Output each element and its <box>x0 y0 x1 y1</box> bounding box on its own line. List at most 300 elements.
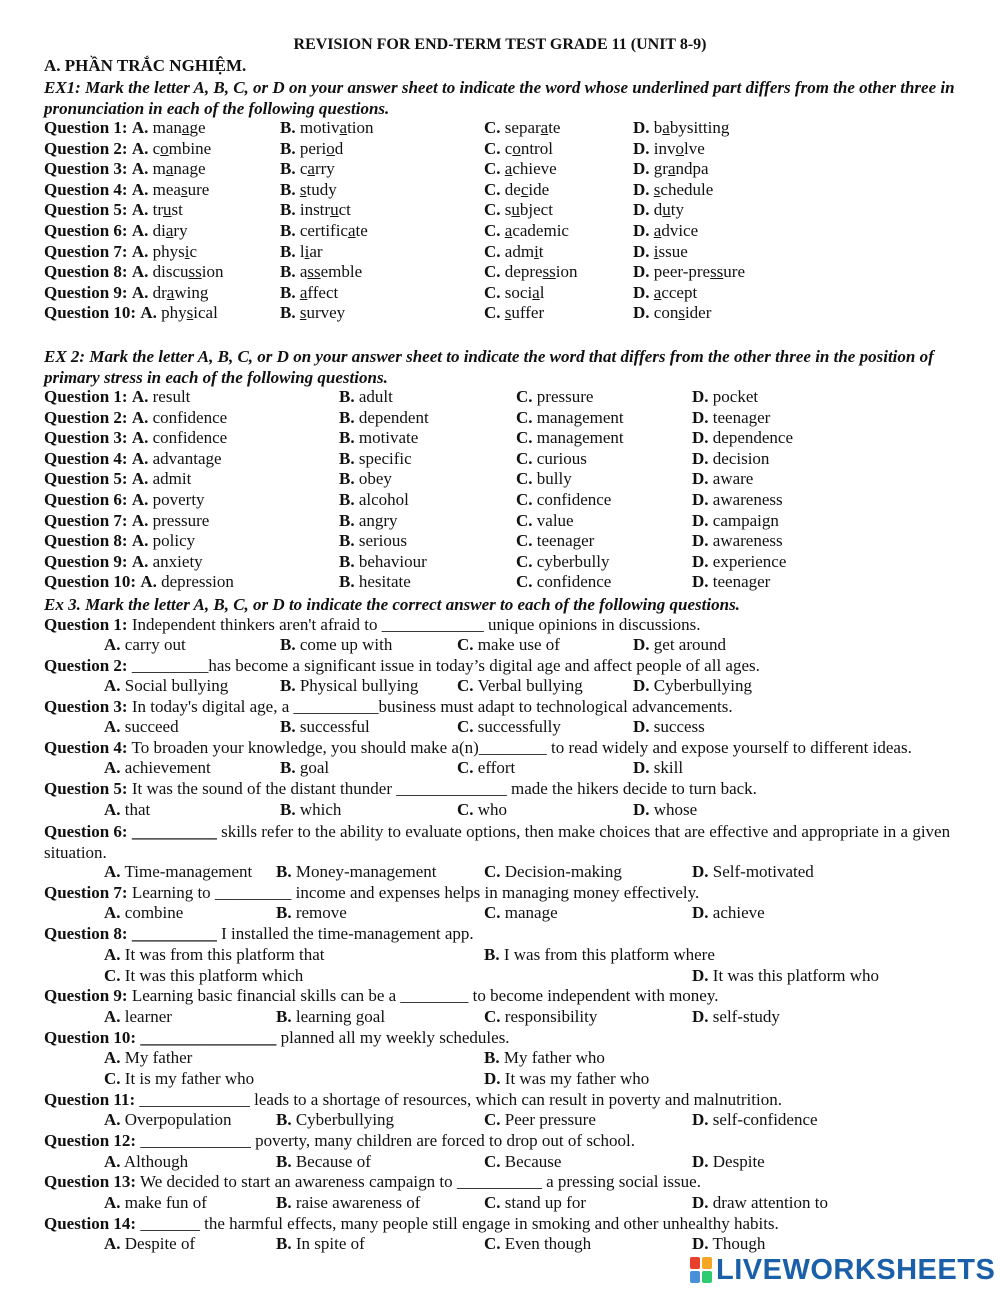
ex3-option-a[interactable] <box>104 1048 192 1068</box>
ex2-instruction: EX 2: Mark the letter A, B, C, or D on your answer sheet to indicate the word that differs from the other three in the position of primary stress in each of the following questions. <box>44 347 934 387</box>
word-part: depre <box>504 262 543 282</box>
ex2-option-c[interactable] <box>516 469 572 489</box>
word-part: man <box>152 118 182 137</box>
word-part: discu <box>152 262 189 282</box>
option-word <box>300 139 343 158</box>
ex1-question-row <box>44 221 188 241</box>
ex3-option-a[interactable] <box>104 945 325 965</box>
option-word: poverty <box>152 490 205 509</box>
option-word: pocket <box>712 387 759 406</box>
ex3-option-c[interactable] <box>484 1110 596 1130</box>
word-part: st <box>171 200 183 220</box>
ex1-option-b[interactable] <box>280 139 343 159</box>
option-word <box>300 118 374 137</box>
underlined-part: a <box>181 118 190 137</box>
option-letter: A. <box>131 448 149 468</box>
ex1-option-b[interactable] <box>280 242 323 262</box>
ex2-option-c[interactable] <box>516 387 593 407</box>
option-word <box>654 139 705 158</box>
option-letter: C. <box>484 282 501 302</box>
ex2-option-c[interactable] <box>516 511 574 531</box>
option-letter: C. <box>516 428 533 448</box>
option-word <box>654 221 698 240</box>
option-text: success <box>653 717 705 736</box>
option-letter: C. <box>484 1110 501 1129</box>
ex1-question-row <box>44 139 211 159</box>
liveworksheets-logo-icon <box>690 1257 712 1283</box>
ex2-question-row <box>44 408 227 428</box>
ex2-option-d[interactable] <box>692 572 770 592</box>
option-text: Because of <box>295 1152 371 1171</box>
question-label: Question 7: <box>44 510 128 530</box>
option-letter: B. <box>339 428 355 448</box>
ex3-option-a[interactable] <box>104 717 179 737</box>
ex3-option-a[interactable] <box>104 1110 231 1130</box>
word-part: a <box>299 262 308 282</box>
ex3-option-c[interactable] <box>457 800 507 820</box>
ex3-option-c[interactable] <box>104 1069 254 1089</box>
underlined-part: a <box>504 159 513 179</box>
underlined-part: i <box>304 241 310 261</box>
option-letter: C. <box>516 448 533 468</box>
ex3-option-a[interactable] <box>104 676 228 696</box>
ex3-option-b[interactable] <box>280 676 418 696</box>
ex3-option-b[interactable] <box>484 1048 605 1068</box>
underlined-part: u <box>330 200 339 220</box>
question-text: In today's digital age, a __________business must adapt to technological advancements. <box>131 697 733 716</box>
word-part: phy <box>161 303 187 323</box>
question-label: Question 3: <box>44 428 128 448</box>
ex1-option-c[interactable] <box>484 221 569 241</box>
ex2-option-d[interactable] <box>692 387 758 407</box>
ex2-option-d[interactable] <box>692 469 753 489</box>
option-letter: D. <box>692 490 709 509</box>
option-letter: D. <box>633 800 650 819</box>
option-word <box>654 262 745 281</box>
ex2-option-c[interactable] <box>516 428 624 448</box>
ex2-option-b[interactable] <box>339 572 411 592</box>
ex1-option-b[interactable] <box>280 262 362 282</box>
ex3-option-d[interactable] <box>633 717 705 737</box>
ex3-option-d[interactable] <box>692 1234 765 1254</box>
underlined-part: ss <box>710 262 724 282</box>
word-part: dr <box>152 282 167 302</box>
option-word <box>300 262 362 281</box>
option-word: confidence <box>536 572 612 592</box>
option-letter: A. <box>104 1234 121 1253</box>
underlined-part: a <box>540 118 549 137</box>
option-letter: B. <box>339 490 355 509</box>
question-label: Question 13: <box>44 1172 137 1191</box>
underlined-part: ss <box>542 262 556 282</box>
ex2-option-b[interactable] <box>339 552 427 572</box>
underlined-part: o <box>675 138 685 158</box>
option-letter: A. <box>104 1193 121 1212</box>
underlined-part: a <box>165 159 174 179</box>
ex3-option-a[interactable] <box>104 758 211 778</box>
option-word <box>505 118 561 137</box>
option-letter: C. <box>484 1234 501 1253</box>
question-label: Question 12: <box>44 1131 137 1150</box>
option-letter: A. <box>131 551 149 571</box>
option-text: make fun of <box>124 1193 207 1212</box>
ex3-option-c[interactable] <box>484 1234 591 1254</box>
ex3-option-b[interactable] <box>484 945 715 965</box>
option-text: self-study <box>712 1007 780 1026</box>
answer-blank: __________ <box>131 822 217 841</box>
ex2-option-b[interactable] <box>339 469 392 489</box>
word-part: ion <box>201 262 224 282</box>
option-letter: D. <box>633 221 650 240</box>
ex3-option-a[interactable] <box>104 862 252 882</box>
ex3-option-d[interactable] <box>633 800 697 820</box>
liveworksheets-logo <box>690 1255 995 1285</box>
option-word <box>300 180 337 199</box>
ex1-option-d[interactable] <box>633 221 698 241</box>
word-part: wing <box>174 282 209 302</box>
ex2-option-d[interactable] <box>692 552 786 572</box>
word-part: bject <box>519 200 553 220</box>
ex3-option-c[interactable] <box>484 1193 586 1213</box>
option-letter: A. <box>131 469 149 489</box>
option-letter: D. <box>692 572 709 592</box>
ex1-question-row <box>44 303 218 323</box>
option-word <box>300 221 368 240</box>
ex2-question-row <box>44 531 195 551</box>
option-letter: A. <box>131 531 149 551</box>
ex2-question-row <box>44 449 222 469</box>
ex1-option-c[interactable] <box>484 118 560 138</box>
ex3-option-b[interactable] <box>276 862 437 882</box>
option-letter: D. <box>692 469 709 489</box>
option-text: Though <box>712 1234 766 1253</box>
ex1-question-row <box>44 118 206 138</box>
option-word: pressure <box>152 510 210 530</box>
option-word: campaign <box>712 510 779 530</box>
ex1-option-d[interactable] <box>633 283 697 303</box>
ex3-option-a[interactable] <box>104 903 183 923</box>
ex3-option-a[interactable] <box>104 1193 207 1213</box>
underlined-part: a <box>299 282 308 302</box>
ex2-option-c[interactable] <box>516 449 587 469</box>
option-letter: C. <box>457 676 474 695</box>
underlined-part: o <box>160 138 169 158</box>
ex1-option-c[interactable] <box>484 139 553 159</box>
word-part: tion <box>347 118 374 137</box>
ex1-option-b[interactable] <box>280 283 338 303</box>
word-part: ical <box>193 303 218 323</box>
ex3-option-d[interactable] <box>692 1007 780 1027</box>
option-letter: B. <box>280 800 296 819</box>
ex1-option-c[interactable] <box>484 180 549 200</box>
option-letter: D. <box>633 241 650 261</box>
option-text: Despite <box>712 1152 765 1171</box>
ex1-option-d[interactable] <box>633 303 711 323</box>
ex2-option-c[interactable] <box>516 552 609 572</box>
word-part: te <box>355 221 368 240</box>
question-label: Question 6: <box>44 822 128 841</box>
ex3-option-a[interactable] <box>104 800 150 820</box>
option-word: awareness <box>712 490 783 509</box>
word-part: s <box>504 200 512 220</box>
ex3-option-b[interactable] <box>280 635 392 655</box>
ex3-option-a[interactable] <box>104 635 186 655</box>
ex2-option-d[interactable] <box>692 428 793 448</box>
ex2-option-b[interactable] <box>339 531 407 551</box>
ex2-option-b[interactable] <box>339 490 409 510</box>
question-label: Question 6: <box>44 490 128 509</box>
ex3-option-b[interactable] <box>280 717 370 737</box>
ex1-option-c[interactable] <box>484 303 544 323</box>
question-label: Question 9: <box>44 551 128 571</box>
underlined-part: a <box>165 221 174 240</box>
word-part: ntrol <box>520 138 553 158</box>
ex2-option-c[interactable] <box>516 531 594 551</box>
ex3-option-d[interactable] <box>692 903 765 923</box>
option-word: depression <box>161 572 234 592</box>
option-letter: C. <box>484 179 501 199</box>
ex3-option-a[interactable] <box>104 1152 188 1172</box>
option-letter: C. <box>484 138 501 158</box>
option-text: stand up for <box>504 1193 586 1212</box>
ex2-option-d[interactable] <box>692 449 769 469</box>
ex1-option-b[interactable] <box>280 159 335 179</box>
option-letter: D. <box>692 862 709 881</box>
ex3-option-d[interactable] <box>633 635 726 655</box>
ex3-question-stem <box>44 697 733 717</box>
word-part: phys <box>152 241 185 261</box>
word-part: ssue <box>658 241 688 261</box>
ex1-option-d[interactable] <box>633 242 688 262</box>
word-part: dvice <box>661 221 699 240</box>
option-word <box>153 221 188 240</box>
option-letter: B. <box>339 551 355 571</box>
ex3-option-c[interactable] <box>484 1152 561 1172</box>
option-letter: A. <box>131 159 149 179</box>
ex1-option-d[interactable] <box>633 118 729 138</box>
question-label: Question 1: <box>44 118 128 137</box>
option-letter: D. <box>633 200 650 220</box>
ex1-option-d[interactable] <box>633 180 713 200</box>
option-letter: B. <box>484 1048 500 1067</box>
ex2-option-c[interactable] <box>516 572 611 592</box>
ex3-option-d[interactable] <box>692 1110 818 1130</box>
option-text: Even though <box>504 1234 592 1253</box>
word-part: de <box>504 179 521 199</box>
ex1-option-c[interactable] <box>484 200 553 220</box>
ex3-option-c[interactable] <box>104 966 303 986</box>
option-text: My father <box>124 1048 193 1067</box>
underlined-part: u <box>662 200 671 220</box>
ex3-option-c[interactable] <box>484 903 558 923</box>
ex1-option-b[interactable] <box>280 221 368 241</box>
ex2-option-d[interactable] <box>692 408 770 428</box>
ex2-option-d[interactable] <box>692 511 779 531</box>
option-letter: C. <box>484 159 501 179</box>
option-word <box>505 221 569 240</box>
ex3-option-d[interactable] <box>692 862 814 882</box>
question-text: planned all my weekly schedules. <box>280 1028 510 1047</box>
option-letter: C. <box>484 221 501 240</box>
ex1-option-b[interactable] <box>280 180 337 200</box>
option-text: It was this platform which <box>124 966 304 985</box>
ex3-option-d[interactable] <box>692 966 879 986</box>
option-letter: A. <box>131 200 149 220</box>
ex3-option-d[interactable] <box>633 758 683 778</box>
ex2-option-d[interactable] <box>692 531 783 551</box>
ex2-option-d[interactable] <box>692 490 783 510</box>
ex3-option-b[interactable] <box>276 1193 420 1213</box>
ex3-option-c[interactable] <box>457 676 583 696</box>
ex3-option-b[interactable] <box>276 1007 385 1027</box>
ex1-option-d[interactable] <box>633 139 705 159</box>
option-word <box>654 242 688 261</box>
option-text: effort <box>477 758 516 777</box>
ex3-option-b[interactable] <box>280 800 341 820</box>
ex1-option-b[interactable] <box>280 200 351 220</box>
option-letter: A. <box>104 676 121 695</box>
ex3-option-b[interactable] <box>276 903 347 923</box>
underlined-part: ss <box>307 262 321 282</box>
question-label: Question 9: <box>44 986 128 1005</box>
option-word <box>300 200 351 219</box>
option-word: cyberbully <box>536 551 610 571</box>
option-letter: D. <box>633 717 650 736</box>
option-letter: A. <box>104 862 121 881</box>
option-word <box>654 180 713 199</box>
option-word: curious <box>536 448 587 468</box>
option-word: experience <box>712 551 787 571</box>
underlined-part: s <box>299 303 307 323</box>
question-text: _______ the harmful effects, many people still engage in smoking and other unhealthy habits. <box>140 1214 779 1233</box>
ex1-option-c[interactable] <box>484 262 578 282</box>
ex1-option-b[interactable] <box>280 118 374 138</box>
ex2-question-row <box>44 490 205 510</box>
option-word <box>654 118 730 137</box>
ex3-question-stem <box>44 1090 782 1110</box>
word-part: ider <box>684 303 712 323</box>
option-letter: A. <box>131 490 149 509</box>
word-part: t <box>538 241 544 261</box>
ex3-option-d[interactable] <box>484 1069 649 1089</box>
option-word <box>300 159 335 178</box>
option-text: draw attention to <box>712 1193 828 1212</box>
word-part: tr <box>152 200 164 220</box>
option-text: Decision-making <box>504 862 622 881</box>
option-letter: D. <box>692 407 709 427</box>
ex1-question-row <box>44 200 183 220</box>
option-letter: A. <box>140 303 157 323</box>
option-letter: D. <box>633 159 650 179</box>
option-letter: B. <box>280 262 296 282</box>
page-title: REVISION FOR END-TERM TEST GRADE 11 (UNIT 8-9) <box>293 36 707 53</box>
option-letter: A. <box>104 945 121 964</box>
ex2-option-b[interactable] <box>339 387 393 407</box>
ex2-option-c[interactable] <box>516 408 624 428</box>
ex1-option-c[interactable] <box>484 283 544 303</box>
option-letter: B. <box>280 758 296 777</box>
option-letter: C. <box>104 966 121 985</box>
option-letter: D. <box>692 1007 709 1026</box>
ex3-question-stem <box>44 656 760 676</box>
ex2-option-c[interactable] <box>516 490 611 510</box>
ex2-option-b[interactable] <box>339 408 429 428</box>
word-part: peri <box>299 138 327 158</box>
option-word <box>300 242 323 261</box>
option-letter: C. <box>104 1069 121 1088</box>
option-text: get around <box>653 635 727 654</box>
option-letter: D. <box>692 428 709 448</box>
word-part: l <box>299 241 305 261</box>
ex3-question-stem <box>44 779 757 799</box>
ex3-option-c[interactable] <box>457 635 560 655</box>
option-word: teenager <box>536 531 595 551</box>
ex3-option-c[interactable] <box>484 862 622 882</box>
ex1-option-c[interactable] <box>484 159 557 179</box>
option-word: pressure <box>536 387 594 406</box>
ex1-option-c[interactable] <box>484 242 544 262</box>
underlined-part: a <box>532 282 540 302</box>
word-part: lve <box>684 138 705 158</box>
option-word: specific <box>358 448 412 468</box>
ex2-option-b[interactable] <box>339 511 398 531</box>
question-text: I installed the time-management app. <box>221 924 474 943</box>
ex1-option-b[interactable] <box>280 303 345 323</box>
word-part: certific <box>299 221 348 240</box>
ex3-option-d[interactable] <box>692 1152 765 1172</box>
question-label: Question 4: <box>44 738 128 757</box>
question-label: Question 7: <box>44 241 128 261</box>
ex3-option-c[interactable] <box>457 758 515 778</box>
question-text: _____________ poverty, many children are forced to drop out of school. <box>140 1131 635 1150</box>
ex3-question-stem <box>44 1131 635 1151</box>
ex3-option-c[interactable] <box>484 1007 597 1027</box>
option-text: Peer pressure <box>504 1110 596 1129</box>
ex1-option-d[interactable] <box>633 262 745 282</box>
ex3-option-b[interactable] <box>276 1110 394 1130</box>
ex1-option-d[interactable] <box>633 200 684 220</box>
option-letter: D. <box>692 1193 709 1212</box>
underlined-part: a <box>667 159 676 179</box>
option-word <box>654 200 684 219</box>
ex2-option-b[interactable] <box>339 449 412 469</box>
option-word <box>153 139 212 158</box>
ex3-option-c[interactable] <box>457 717 561 737</box>
underlined-part: i <box>534 241 539 261</box>
word-part: ty <box>670 200 685 220</box>
underlined-part: s <box>186 303 194 323</box>
ex3-option-d[interactable] <box>692 1193 828 1213</box>
ex3-option-b[interactable] <box>276 1152 371 1172</box>
underlined-part: u <box>511 200 520 220</box>
ex2-option-b[interactable] <box>339 428 418 448</box>
ex3-option-a[interactable] <box>104 1007 172 1027</box>
ex1-option-d[interactable] <box>633 159 709 179</box>
answer-blank: ________________ <box>140 1028 277 1047</box>
ex1-instruction: EX1: Mark the letter A, B, C, or D on your answer sheet to indicate the word whose underlined part differs from the other three in pronunciation in each of the following questions. <box>44 78 955 118</box>
word-part: ccept <box>661 282 698 302</box>
ex3-option-d[interactable] <box>633 676 752 696</box>
question-label: Question 10: <box>44 1028 137 1047</box>
word-part: c <box>189 241 198 261</box>
question-text: skills refer to the ability to evaluate options, then make choices that are effective and appropriate in a given situation. <box>44 822 951 862</box>
ex3-option-b[interactable] <box>276 1234 365 1254</box>
option-letter: C. <box>484 200 501 220</box>
option-text: Physical bullying <box>299 676 419 695</box>
ex3-option-a[interactable] <box>104 1234 195 1254</box>
option-word <box>153 200 183 219</box>
ex3-option-b[interactable] <box>280 758 329 778</box>
